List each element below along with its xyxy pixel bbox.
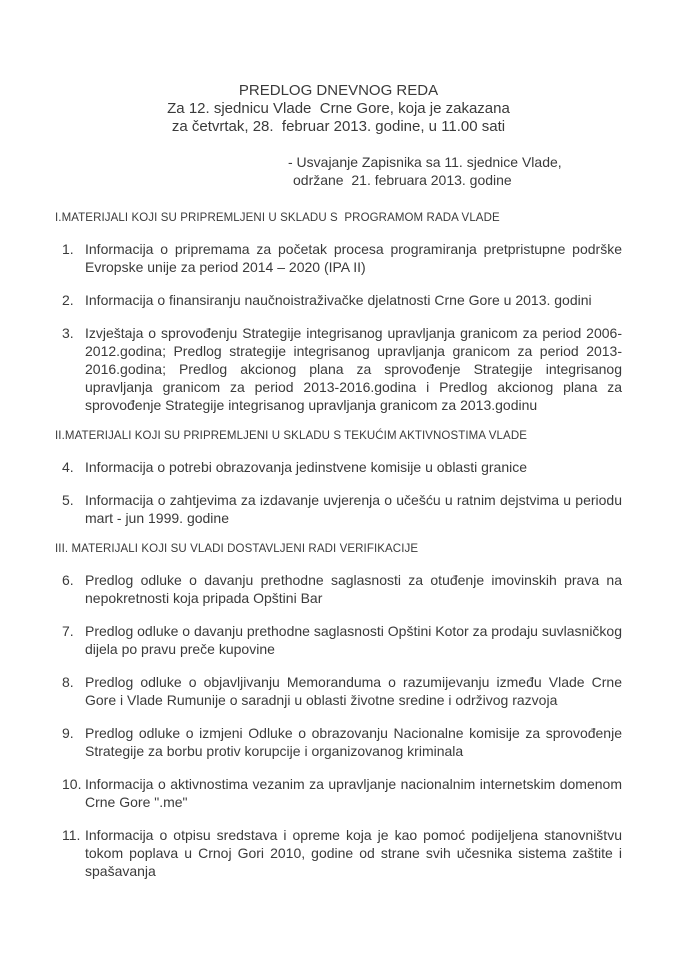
section-heading: III. MATERIJALI KOJI SU VLADI DOSTAVLJENI RADI VERIFIKACIJE	[55, 543, 419, 555]
item-number: 5.	[62, 492, 74, 508]
item-text: Informacija o pripremama za početak procesa programiranja pretpristupne podrške Evropske unije za period 2014 – 2020 (IPA II)	[85, 241, 622, 275]
minutes-note-line-1: - Usvajanje Zapisnika sa 11. sjednice Vlade,	[288, 154, 562, 170]
item-number: 8.	[62, 674, 74, 690]
section-tekuce-aktivnosti	[55, 429, 622, 527]
section-heading: I.MATERIJALI KOJI SU PRIPREMLJENI U SKLADU S PROGRAMOM RADA VLADE	[55, 212, 500, 224]
item-text: Predlog odluke o objavljivanju Memoranduma o razumijevanju između Vlade Crne Gore i Vlade Rumunije o saradnji u oblasti životne sredine i održivog razvoja	[85, 674, 622, 708]
item-number: 11.	[62, 827, 81, 843]
agenda-item	[62, 826, 622, 880]
item-number: 6.	[62, 572, 74, 588]
session-subtitle: Za 12. sjednicu Vlade Crne Gore, koja je zakazana	[167, 100, 510, 117]
item-number: 4.	[62, 459, 74, 475]
minutes-note-block	[288, 153, 622, 189]
item-text: Informacija o otpisu sredstava i opreme koja je kao pomoć podijeljena stanovništvu tokom poplava u Crnoj Gori 2010, godine od strane svih učesnika sistema zaštite i spašavanja	[85, 827, 622, 879]
agenda-item	[62, 291, 622, 309]
item-text: Predlog odluke o davanju prethodne saglasnosti za otuđenje imovinskih prava na nepokretnosti koja pripada Opštini Bar	[85, 572, 622, 606]
item-text: Predlog odluke o davanju prethodne saglasnosti Opštini Kotor za prodaju suvlasničkog dijela po pravu preče kupovine	[85, 623, 623, 657]
minutes-note-line-2: održane 21. februara 2013. godine	[293, 172, 512, 188]
agenda-item	[62, 724, 622, 760]
item-text: Informacija o potrebi obrazovanja jedinstvene komisije u oblasti granice	[85, 459, 528, 475]
agenda-item	[62, 324, 622, 414]
item-number: 2.	[62, 292, 74, 308]
item-text: Informacija o zahtjevima za izdavanje uvjerenja o učešću u ratnim dejstvima u periodu mart - jun 1999. godine	[85, 492, 622, 526]
section-verifikacija	[55, 542, 622, 880]
item-text: Informacija o aktivnostima vezanim za upravljanje nacionalnim internetskim domenom Crne Gore ".me"	[85, 776, 622, 810]
document-title: PREDLOG DNEVNOG REDA	[238, 82, 439, 99]
item-number: 1.	[62, 241, 74, 257]
item-number: 3.	[62, 325, 74, 341]
agenda-item	[62, 458, 622, 476]
agenda-item	[62, 571, 622, 607]
document-title-block	[55, 82, 622, 136]
agenda-item	[62, 622, 622, 658]
item-number: 9.	[62, 725, 74, 741]
agenda-item	[62, 673, 622, 709]
item-text: Izvještaja o sprovođenju Strategije integrisanog upravljanja granicom za period 2006-2012.godina; Predlog strategije integrisanog upravljanja granicom za period 2013-2016.godina; Predlog akcionog plana za sprovođenje Strategije integrisanog upravljanja granicom za period 2013-2016.godina i Predlog akcionog plana za sprovođenje Strategije integrisanog upravljanja granicom za 2013.godinu	[85, 325, 622, 413]
section-program-rada	[55, 211, 622, 414]
item-text: Predlog odluke o izmjeni Odluke o obrazovanju Nacionalne komisije za sprovođenje Strategije za borbu protiv korupcije i organizovanog kriminala	[85, 725, 622, 759]
section-heading: II.MATERIJALI KOJI SU PRIPREMLJENI U SKLADU S TEKUĆIM AKTIVNOSTIMA VLADE	[55, 430, 527, 442]
agenda-item	[62, 775, 622, 811]
item-text: Informacija o finansiranju naučnoistraživačke djelatnosti Crne Gore u 2013. godini	[85, 292, 592, 308]
agenda-item	[62, 240, 622, 276]
item-number: 7.	[62, 623, 74, 639]
session-date-line: za četvrtak, 28. februar 2013. godine, u 11.00 sati	[171, 118, 506, 135]
agenda-item	[62, 491, 622, 527]
item-number: 10.	[62, 776, 82, 792]
